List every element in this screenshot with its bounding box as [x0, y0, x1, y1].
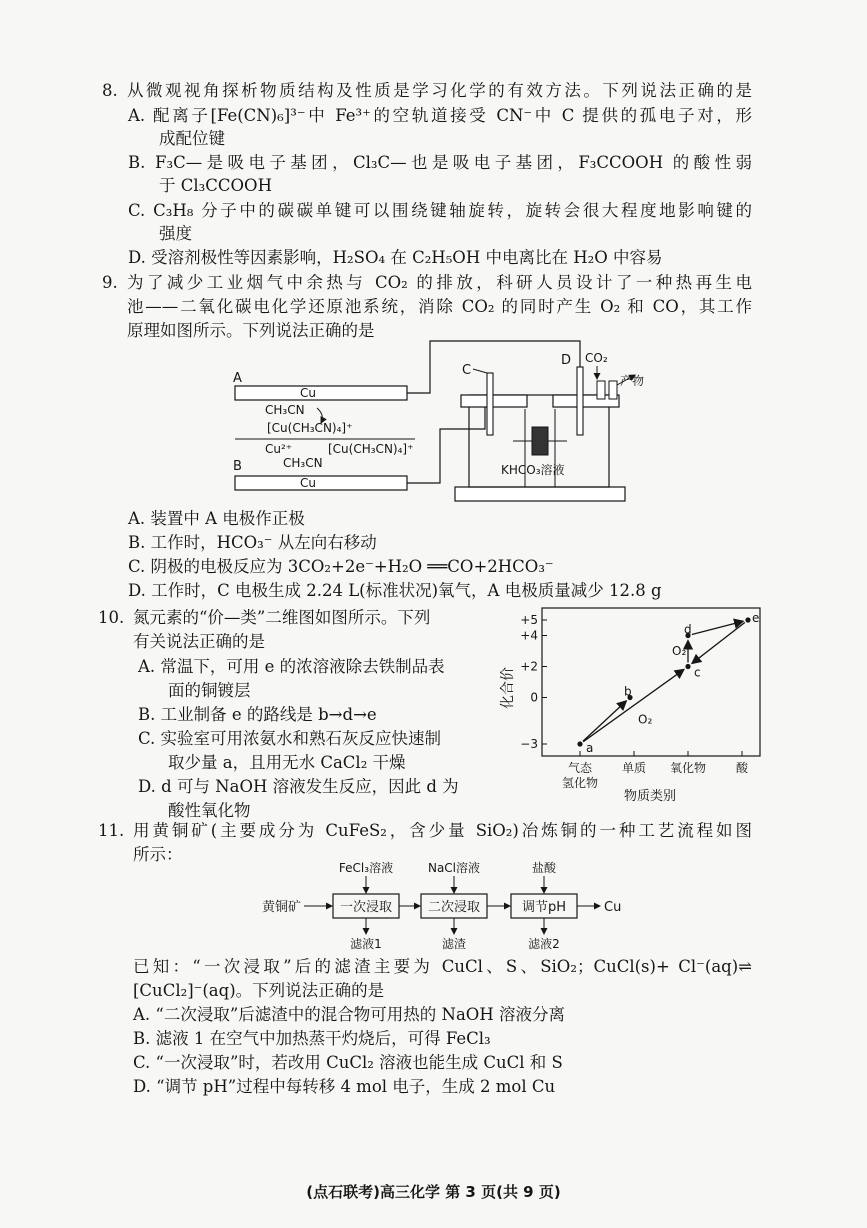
y-ticks: [520, 613, 547, 751]
option-d: D. d 可与 NaOH 溶液发生反应，因此 d 为: [138, 777, 459, 796]
question-stem-line-2: 池——二氧化碳电化学还原池系统，消除 CO₂ 的同时产生 O₂ 和 CO，其工作: [127, 297, 752, 316]
point-label-b: b: [624, 684, 632, 699]
option-b-cont: 于 Cl₃CCOOH: [159, 176, 272, 195]
option-a: A. “二次浸取”后滤渣中的混合物可用热的 NaOH 溶液分离: [133, 1005, 565, 1024]
plot-frame: [542, 608, 760, 756]
cell-base: [455, 487, 625, 501]
input-1: FeCl₃溶液: [338, 861, 394, 875]
known-line-1: 已知：“一次浸取”后的滤渣主要为 CuCl、S、SiO₂；CuCl(s)+ Cl⁻(aq)⇌: [133, 957, 752, 976]
y-tick-label: −3: [520, 737, 538, 751]
gas-inlet: [597, 381, 605, 399]
label-electrode-b: B: [233, 459, 242, 474]
point-label-e: e: [752, 611, 760, 625]
option-a-cont: 成配位键: [159, 129, 225, 148]
question-stem-line-1: 用黄铜矿(主要成分为 CuFeS₂，含少量 SiO₂)冶炼铜的一种工艺流程如图: [133, 821, 752, 840]
option-d: D. 工作时，C 电极生成 2.24 L(标准状况)氧气，A 电极质量减少 12.8 g: [128, 581, 662, 600]
x-tick-label: 单质: [621, 761, 647, 775]
question-number: 9.: [102, 273, 118, 292]
point-a: [577, 741, 582, 746]
option-b: B. F₃C—是吸电子基团，Cl₃C—也是吸电子基团，F₃CCOOH 的酸性弱: [128, 153, 752, 172]
label-product: 产物: [620, 374, 645, 388]
x-axis-label: 物质类别: [623, 789, 677, 804]
option-b: B. 工作时，HCO₃⁻ 从左向右移动: [128, 533, 377, 552]
membrane: [532, 427, 548, 455]
input-3: 盐酸: [531, 861, 557, 875]
option-c: C. 实验室可用浓氨水和熟石灰反应快速制: [138, 729, 442, 748]
arrow-a-c: [583, 669, 684, 741]
electrode-d: [577, 367, 583, 435]
question-stem-line-3: 原理如图所示。下列说法正确的是: [127, 321, 375, 340]
point-label-d: d: [684, 622, 692, 637]
label-complex-1: [Cu(CH₃CN)₄]⁺: [267, 421, 353, 435]
label-electrode-a: A: [233, 371, 242, 386]
option-c-cont: 强度: [159, 224, 192, 243]
y-tick-label: +5: [520, 613, 538, 627]
x-ticks: [562, 751, 749, 790]
option-a: A. 配离子[Fe(CN)₆]³⁻中 Fe³⁺的空轨道接受 CN⁻中 C 提供的孤电子对，形: [128, 106, 752, 125]
electrode-a: [235, 386, 407, 400]
question-stem-line-1: 为了减少工业烟气中余热与 CO₂ 的排放，科研人员设计了一种热再生电: [127, 273, 752, 292]
arrow-note: O₂: [672, 644, 687, 658]
question-number: 11.: [98, 821, 125, 840]
wire-bottom: [407, 397, 485, 483]
question-stem: 从微观视角探析物质结构及性质是学习化学的有效方法。下列说法正确的是: [127, 81, 752, 100]
arrows: [583, 621, 745, 741]
question-stem-line-2: 有关说法正确的是: [133, 632, 265, 651]
arrow-note: O₂: [638, 712, 653, 727]
known-line-2: [CuCl₂]⁻(aq)。下列说法正确的是: [133, 981, 385, 1000]
y-tick-label: +4: [520, 628, 538, 643]
product-label: Cu: [604, 900, 622, 915]
gas-outlet: [609, 381, 617, 399]
y-axis-label: 化合价: [500, 667, 516, 709]
option-c-cont: 取少量 a，且用无水 CaCl₂ 干燥: [168, 753, 406, 772]
process-flow-diagram: [260, 860, 640, 952]
valence-class-chart: [490, 602, 770, 807]
electrochemical-cell-diagram: [225, 337, 665, 507]
arrow-a-b: [583, 701, 626, 741]
page-footer: (点石联考)高三化学 第 3 页(共 9 页): [306, 1183, 561, 1201]
y-tick-label: 0: [530, 690, 538, 705]
step-1-label: 一次浸取: [339, 900, 393, 915]
label-cu-top: Cu: [300, 386, 316, 400]
point-c: [685, 664, 690, 669]
x-tick-label: 酸: [735, 761, 749, 775]
label-complex-2: [Cu(CH₃CN)₄]⁺: [328, 442, 414, 456]
label-cu-bottom: Cu: [300, 476, 316, 490]
question-number: 8.: [102, 81, 118, 100]
option-c: C. C₃H₈ 分子中的碳碳单键可以围绕键轴旋转，旋转会很大程度地影响键的: [128, 201, 752, 220]
question-stem-line-1: 氮元素的“价—类”二维图如图所示。下列: [133, 608, 431, 627]
option-a: A. 装置中 A 电极作正极: [128, 509, 305, 528]
y-tick-label: +2: [520, 659, 538, 674]
option-b: B. 滤液 1 在空气中加热蒸干灼烧后，可得 FeCl₃: [133, 1029, 491, 1048]
option-a: A. 常温下，可用 e 的浓溶液除去铁制品表: [138, 657, 445, 676]
point-label-a: a: [586, 741, 594, 755]
output-1: 滤液1: [350, 937, 382, 951]
electrode-b: [235, 476, 407, 490]
electrode-c: [487, 373, 493, 435]
step-2-label: 二次浸取: [427, 900, 481, 915]
cell-lid-left: [461, 395, 527, 407]
label-solution: KHCO₃溶液: [501, 463, 565, 477]
option-a-cont: 面的铜镀层: [168, 681, 251, 700]
step-3-label: 调节pH: [521, 900, 567, 915]
option-d: D. 受溶剂极性等因素影响，H₂SO₄ 在 C₂H₅OH 中电离比在 H₂O 中容易: [128, 248, 663, 267]
option-d-cont: 酸性氧化物: [168, 801, 251, 820]
point-e: [745, 617, 750, 622]
input-2: NaCl溶液: [427, 861, 481, 875]
option-b: B. 工业制备 e 的路线是 b→d→e: [138, 705, 377, 724]
feed-label: 黄铜矿: [262, 900, 302, 915]
label-co2-in: CO₂: [585, 351, 608, 365]
option-d: D. “调节 pH”过程中每转移 4 mol 电子，生成 2 mol Cu: [133, 1077, 556, 1096]
x-tick-label: 氢化物: [561, 776, 599, 790]
arrow-d-e: [692, 621, 743, 634]
x-tick-label: 氧化物: [669, 761, 707, 775]
label-cu2: Cu²⁺: [265, 442, 293, 456]
x-tick-label: 气态: [567, 761, 593, 775]
label-electrode-c: C: [462, 363, 472, 378]
question-number: 10.: [98, 608, 125, 627]
option-c: C. “一次浸取”时，若改用 CuCl₂ 溶液也能生成 CuCl 和 S: [133, 1053, 563, 1072]
label-electrode-d: D: [561, 353, 572, 368]
point-label-c: c: [694, 665, 701, 680]
output-3: 滤液2: [528, 937, 560, 951]
label-ch3cn-1: CH₃CN: [265, 403, 305, 417]
label-ch3cn-2: CH₃CN: [283, 456, 323, 470]
option-c: C. 阴极的电极反应为 3CO₂+2e⁻+H₂O ══CO+2HCO₃⁻: [128, 557, 554, 576]
question-stem-line-2: 所示：: [133, 845, 183, 864]
output-2: 滤渣: [441, 937, 467, 951]
arrow-e-c: [692, 622, 745, 663]
